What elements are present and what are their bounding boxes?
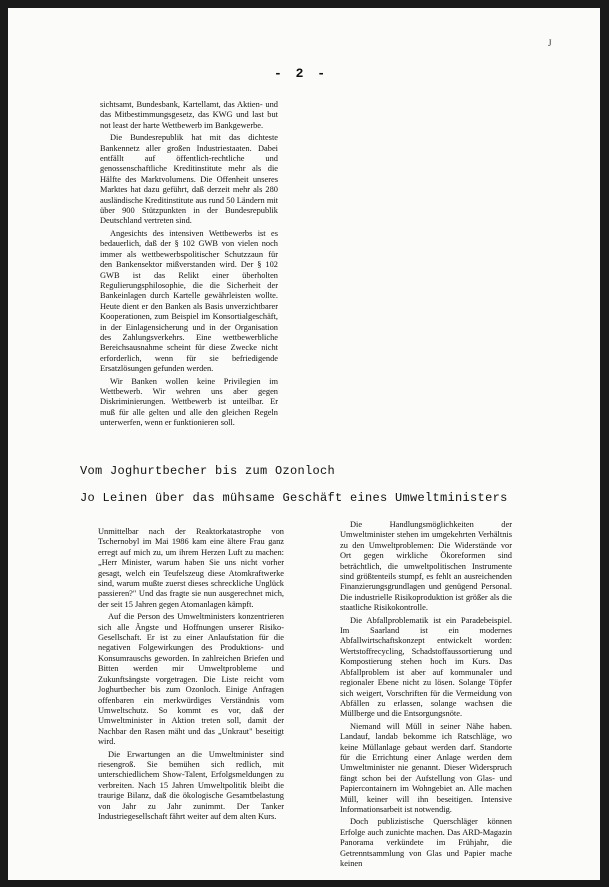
corner-mark: J (548, 38, 552, 48)
article-headline: Vom Joghurtbecher bis zum Ozonloch (80, 464, 336, 478)
document-page (8, 8, 600, 880)
paragraph: Auf die Person des Umweltministers konzentrieren sich alle Ängste und Hoffnungen unserer Risiko-Gesellschaft. Er ist zu einer Anlaufstation für die negativen Folgewirkungen des Produktions- und Konsumrauschs geworden. In zahlreichen Briefen und Bitten werden mir Umweltprobleme und Zukunftsängste vorgetragen. Die Liste reicht vom Joghurtbecher bis zum Ozonloch. Einige Anfragen offenbaren ein merkwürdiges Verständnis vom Umweltschutz. So kommt es vor, daß der Umweltminister in Aktion treten soll, damit der Nachbar den Rasen mäht und das „Unkraut" beseitigt wird. (98, 612, 284, 747)
paragraph: Die Erwartungen an die Umweltminister sind riesengroß. Sie bemühen sich redlich, mit unterschiedlichem Show-Talent, Erfolgsmeldungen zu verbreiten. Nach 15 Jahren Umweltpolitik bleibt die traurige Bilanz, daß die ökologische Gesamtbelastung von Jahr zu Jahr zunimmt. Der Tanker Industriegesellschaft fährt weiter auf dem alten Kurs. (98, 749, 284, 821)
paragraph: Die Abfallproblematik ist ein Paradebeispiel. Im Saarland ist ein modernes Abfallwirtschaftskonzept entwickelt worden: Wertstoffrecycling, Schadstoffaussortierung und Kompostierung stehen hoch im Kurs. Das Abfallproblem ist aber auf kommunaler und regionaler Ebene nicht zu lösen. Solange Töpfer sich weigert, Vorschriften für die Vermeidung von Abfällen zu erlassen, solange wachsen die Müllberge und die Entsorgungsnöte. (340, 615, 512, 719)
top-column (100, 100, 278, 431)
paragraph: Die Bundesrepublik hat mit das dichteste Bankennetz aller großen Industriestaaten. Dabei entfällt auf öffentlich-rechtliche und genossenschaftliche Kreditinstitute mehr als die Hälfte des Marktvolumens. Die Offenheit unseres Marktes hat dazu geführt, daß derzeit mehr als 280 ausländische Kreditinstitute aus rund 50 Ländern mit über 900 Stützpunkten in der Bundesrepublik Deutschland vertreten sind. (100, 133, 278, 226)
paragraph: Angesichts des intensiven Wettbewerbs ist es bedauerlich, daß der § 102 GWB von vielen noch immer als wettbewerbspolitischer Schutzzaun für den Bankensektor mißverstanden wird. Der § 102 GWB ist das Relikt einer überholten Regulierungsphilosophie, die die Sicherheit der Bankeinlagen durch Kartelle gewährleisten wollte. Heute dient er den Banken als Basis unverzichtbarer Kooperationen, zum Beispiel im Konsortialgeschäft, in der Einlagensicherung und in der Organisation des Zahlungsverkehrs. Eine wettbewerbliche Bereichsausnahme scheint für diese Zwecke nicht erforderlich, wenn für sie befriedigende Ersatzlösungen gefunden werden. (100, 228, 278, 374)
paragraph: Niemand will Müll in seiner Nähe haben. Landauf, landab bekomme ich Ratschläge, wo keine Müllanlage gebaut werden darf. Standorte für die Errichtung einer Anlage werden dem Umweltminister nie genannt. Dieser Widerspruch fängt schon bei der Aufstellung von Glas- und Papiercontainern im Wohngebiet an. Alle machen Müll, keiner will ihn beseitigen. Intensive Informationsarbeit ist notwendig. (340, 721, 512, 814)
paragraph: Doch publizistische Querschläger können Erfolge auch zunichte machen. Das ARD-Magazin Panorama verkündete im Frühjahr, die Getrenntsammlung von Glas und Papier mache keinen (340, 817, 512, 868)
paragraph: Wir Banken wollen keine Privilegien im Wettbewerb. Wir wehren uns aber gegen Diskriminierungen. Wettbewerb ist unteilbar. Er muß für alle gelten und alle den gleichen Regeln unterwerfen, wenn er funktionieren soll. (100, 376, 278, 428)
page-number: - 2 - (274, 66, 329, 81)
article-right-column (340, 520, 512, 871)
paragraph: Unmittelbar nach der Reaktorkatastrophe von Tschernobyl im Mai 1986 kam eine ältere Frau ganz erregt auf mich zu, um ihrem Herzen Luft zu machen: „Herr Minister, warum haben Sie uns nicht vorher gesagt, welch ein Teufelszeug diese Atomkraftwerke sind, warum mußte zuerst dieses schreckliche Unglück passieren?" Und das fragte sie nun ausgerechnet mich, der seit 15 Jahren gegen Atomanlagen kämpft. (98, 527, 284, 609)
article-subheadline: Jo Leinen über das mühsame Geschäft eines Umweltministers (80, 491, 508, 505)
paragraph: sichtsamt, Bundesbank, Kartellamt, das Aktien- und das Mitbestimmungsgesetz, das KWG und last but not least der harte Wettbewerb im Bankgewerbe. (100, 100, 278, 130)
paragraph: Die Handlungsmöglichkeiten der Umweltminister stehen im umgekehrten Verhältnis zu den Umweltproblemen: Die Widerstände vor Ort gegen wirkliche Ökoreformen sind beträchtlich, die umweltpolitischen Instrumente sind größtenteils stumpf, es fehlt an ausreichenden Finanzierungsgrundlagen und genügend Personal. Die industrielle Risikoproduktion ist größer als die staatliche Risikokontrolle. (340, 520, 512, 613)
article-left-column (98, 527, 284, 824)
